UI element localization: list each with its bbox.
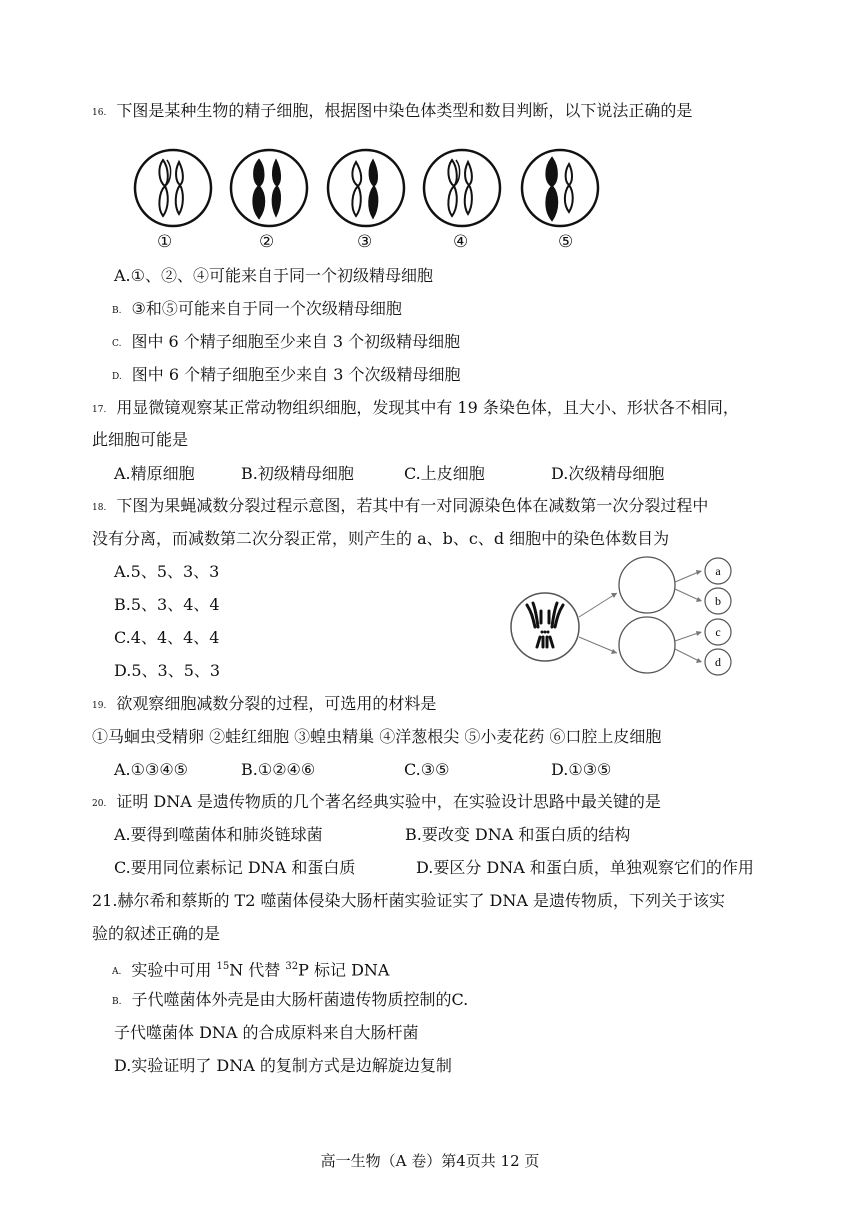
q17-stem-line-2: 此细胞可能是: [92, 430, 189, 449]
cell-4: [424, 150, 500, 226]
q19-stem-line: 19. 欲观察细胞减数分裂的过程，可选用的材料是: [92, 694, 437, 713]
gamete-label-c: c: [715, 625, 721, 639]
q21-option-d: D.实验证明了 DNA 的复制方式是边解旋边复制: [114, 1056, 452, 1075]
q21-option-c: 子代噬菌体 DNA 的合成原料来自大肠杆菌: [114, 1023, 419, 1042]
q18-option-b: B.5、3、4、4: [114, 595, 220, 614]
q16-option-c: C. 图中 6 个精子细胞至少来自 3 个初级精母细胞: [112, 332, 461, 351]
cell-2: [231, 150, 307, 226]
q18-stem-line-2: 没有分离，而减数第二次分裂正常，则产生的 a、b、c、d 细胞中的染色体数目为: [92, 529, 670, 548]
q18-option-a: A.5、5、3、3: [114, 562, 220, 581]
q16-stem-line: [92, 101, 692, 123]
cell-label-3: ③: [357, 232, 373, 252]
q21-stem-line-2: 验的叙述正确的是: [92, 924, 221, 943]
q21-option-b: B. 子代噬菌体外壳是由大肠杆菌遗传物质控制的C.: [112, 990, 469, 1009]
q20-option-c: C.要用同位素标记 DNA 和蛋白质: [114, 858, 356, 877]
q17-number: 17.: [92, 405, 107, 415]
q18-option-d: D.5、3、5、3: [114, 661, 221, 680]
cell-3: [328, 150, 404, 226]
q16-option-d: D. 图中 6 个精子细胞至少来自 3 个次级精母细胞: [112, 365, 461, 384]
cell-1: [135, 150, 211, 226]
q16-option-b: B. ③和⑤可能来自于同一个次级精母细胞: [112, 299, 402, 318]
q16-number: 16.: [92, 108, 107, 118]
q16-option-a: A.①、②、④可能来自于同一个初级精母细胞: [114, 266, 433, 285]
q18-number: 18.: [92, 503, 107, 513]
q17-stem-line-1: 17. 用显微镜观察某正常动物组织细胞，发现其中有 19 条染色体，且大小、形状各不相同，: [92, 398, 739, 417]
q20-option-d: D.要区分 DNA 和蛋白质，单独观察它们的作用: [416, 858, 754, 877]
cell-5: [522, 150, 598, 226]
gamete-label-d: d: [715, 655, 721, 669]
q20-option-a: A.要得到噬菌体和肺炎链球菌: [114, 825, 323, 844]
q17-option-d: D.次级精母细胞: [551, 464, 665, 483]
cell-label-4: ④: [453, 232, 469, 252]
q19-number: 19.: [92, 701, 107, 711]
q17-option-a: A.精原细胞: [114, 464, 195, 483]
page-footer: 高一生物（A 卷）第4页共 12 页: [320, 1152, 540, 1170]
q19-option-d: D.①③⑤: [551, 760, 612, 779]
q18-stem-line-1: 18. 下图为果蝇减数分裂过程示意图，若其中有一对同源染色体在减数第一次分裂过程中: [92, 496, 709, 515]
q18-option-c: C.4、4、4、4: [114, 628, 220, 647]
q19-option-a: A.①③④⑤: [114, 760, 189, 779]
meiosis-diagram: [505, 555, 755, 685]
gamete-label-b: b: [715, 594, 721, 608]
q19-option-b: B.①②④⑥: [241, 760, 316, 779]
q16-stem: 下图是某种生物的精子细胞，根据图中染色体类型和数目判断，以下说法正确的是: [116, 101, 693, 120]
q19-option-c: C.③⑤: [404, 760, 450, 779]
gamete-label-a: a: [715, 564, 721, 578]
q17-option-c: C.上皮细胞: [404, 464, 485, 483]
q19-materials: ①马蛔虫受精卵 ②蛙红细胞 ③蝗虫精巢 ④洋葱根尖 ⑤小麦花药 ⑥口腔上皮细胞: [92, 727, 662, 746]
q20-stem-line: 20. 证明 DNA 是遗传物质的几个著名经典实验中，在实验设计思路中最关键的是: [92, 792, 661, 811]
cell-label-2: ②: [259, 232, 275, 252]
q20-option-b: B.要改变 DNA 和蛋白质的结构: [405, 825, 631, 844]
q20-number: 20.: [92, 799, 107, 809]
q21-option-a: A. 实验中可用 $^{15}$N 代替 $^{32}$P 标记 DNA: [112, 960, 390, 980]
q17-option-b: B.初级精母细胞: [241, 464, 354, 483]
q21-stem-line-1: 21.赫尔希和蔡斯的 T2 噬菌体侵染大肠杆菌实验证实了 DNA 是遗传物质，下列关于该实: [92, 891, 726, 910]
cell-label-1: ①: [157, 232, 173, 252]
cell-label-5: ⑤: [558, 232, 574, 252]
